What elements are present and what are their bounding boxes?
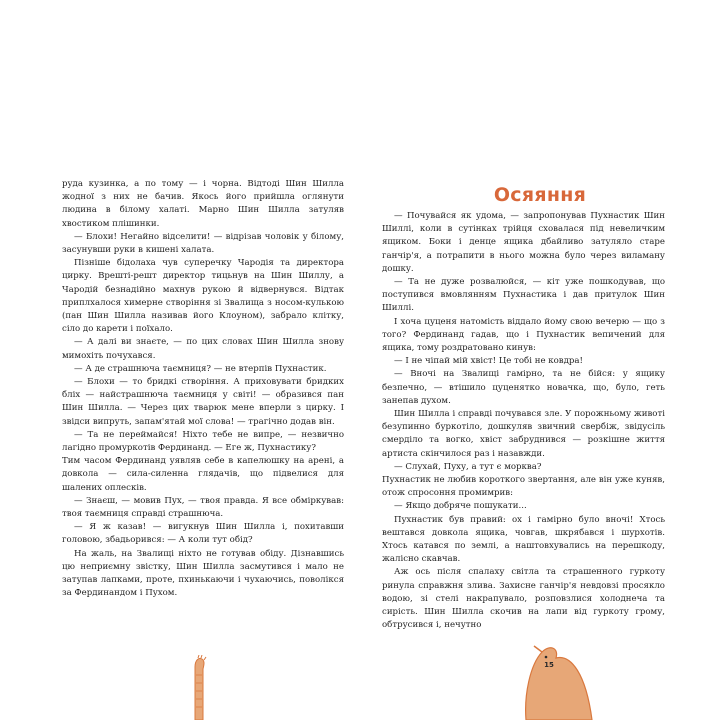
paragraph: — Блохи — то бридкі створіння. А приховувати бридких бліх — найстрашнюча таємниця у світі! — образився пан Шин Шилла. — Через цих тварюк мене вперли з цирку. І звідси випруть, запам'ятай мої слова! — трагічно додав він. bbox=[62, 377, 344, 427]
paragraph: — Та не дуже розвалюйся, — кіт уже пошкодував, що поступився вмовлянням Пухнастика і дав притулок Шин Шиллі. bbox=[382, 277, 665, 314]
paragraph: Пухнастик не любив короткого звертання, але він уже куняв, отож спросоння промимрив: bbox=[382, 475, 665, 499]
paragraph: — Слухай, Пуху, а тут є морква? bbox=[394, 461, 542, 472]
paragraph: — Та не переймайся! Ніхто тебе не випре, — незвично лагідно промуркотів Фердинанд. — Еге ж, Пухнастику? bbox=[62, 429, 344, 454]
paragraph: руда кузинка, а по тому — і чорна. Відтоді Шин Шилла жодної з них не бачив. Якось його прийшла оглянути людина в білому халаті. Марно Шин Шилла затуляв хвостиком плішинки. bbox=[62, 179, 344, 229]
page-number: 15 bbox=[544, 661, 554, 669]
paragraph: — Я ж казав! — вигукнув Шин Шилла і, похитавши головою, збадьорився: — А коли тут обід? bbox=[62, 522, 344, 546]
paragraph: — Блохи! Негайно відселити! — відрізав чоловік у білому, засунувши руки в кишені халата. bbox=[62, 231, 344, 256]
paragraph: Пухнастик був правий: ох і гамірно було вночі! Хтось вештався довкола ящика, човгав, шкрябався і шурхотів. Хтось катався по землі, а наштовхувались на перешкоду, жалісно скавчав. bbox=[382, 514, 665, 565]
bird-illustration bbox=[522, 640, 597, 720]
left-page-text bbox=[62, 178, 344, 601]
paragraph: Аж ось після спалаху світла та страшенного гуркоту ринула справжня злива. Захисне ганчір'я невдовзі просякло водою, зі стелі накрапувало, розповзлися холоднеча та сирість. Шин Шилла скочив на лапи від гуркоту грому, обтрусився і, нечутно bbox=[382, 567, 665, 631]
paragraph: На жаль, на Звалищі ніхто не готував обіду. Дізнавшись цю неприємну звістку, Шин Шилла засмутився і мало не затупав лапками, проте, пхинькаючи і чухаючись, поволікся за Фердинандом і Пухом. bbox=[62, 548, 344, 599]
paragraph: — А де страшнюча таємниця? — не втерпів Пухнастик. bbox=[74, 363, 327, 374]
paragraph: — Вночі на Звалищі гамірно, та не бійся: у ящику безпечно, — втішило цуценятко новачка, що, було, геть занепав духом. bbox=[382, 369, 665, 406]
paragraph: І хоча цуценя натомість віддало йому свою вечерю — що з того? Фердинанд гадав, що і Пухнастик вепичений для ящика, тому роздратовано кинув: bbox=[382, 316, 665, 354]
paragraph: Тим часом Фердинанд уявляв себе в капелюшку на арені, а довкола — сила-силенна глядачів, що підвелися для шалених оплесків. bbox=[62, 456, 344, 493]
paragraph: — А далі ви знаєте, — по цих словах Шин Шилла знову мимохіть почухався. bbox=[62, 337, 344, 361]
animal-leg-illustration bbox=[186, 655, 212, 720]
paragraph: — І не чіпай мій хвіст! Це тобі не ковдра! bbox=[394, 356, 584, 367]
paragraph: — Якщо добряче пошукати... bbox=[394, 501, 527, 512]
paragraph: — Почувайся як удома, — запропонував Пухнастик Шин Шиллі, коли в сутінках трійця сховалася під невеличким ящиком. Боки і денце ящика дбайливо затуляло старе ганчір'я, а потрапити в нього можна було через виламану дошку. bbox=[382, 211, 665, 274]
right-page-text bbox=[382, 210, 665, 633]
chapter-title: Осяяння bbox=[493, 184, 587, 206]
right-page bbox=[360, 0, 720, 720]
paragraph: — Знаєш, — мовив Пух, — твоя правда. Я все обміркував: твоя таємниця справді страшнюча. bbox=[62, 495, 344, 520]
paragraph: Пізніше бідолаха чув суперечку Чародія та директора цирку. Врешті-решт директор тицьнув на Шин Шиллу, а Чародій безнадійно махнув рукою й відвернувся. Відтак приплхалося химерне створіння зі Звалища з носом-кулькою (пан Шин Шилла називав його Клоуном), забрало клітку, сіло до карети і поїхало. bbox=[62, 258, 344, 335]
paragraph: Шин Шилла і справді почувався зле. У порожньому животі безупинно буркотіло, дошкуляв звичний свербіж, звідусіль смерділо та вогко, хвіст забруднився — розкішне життя артиста скінчилося раз і назавжди. bbox=[382, 409, 665, 459]
